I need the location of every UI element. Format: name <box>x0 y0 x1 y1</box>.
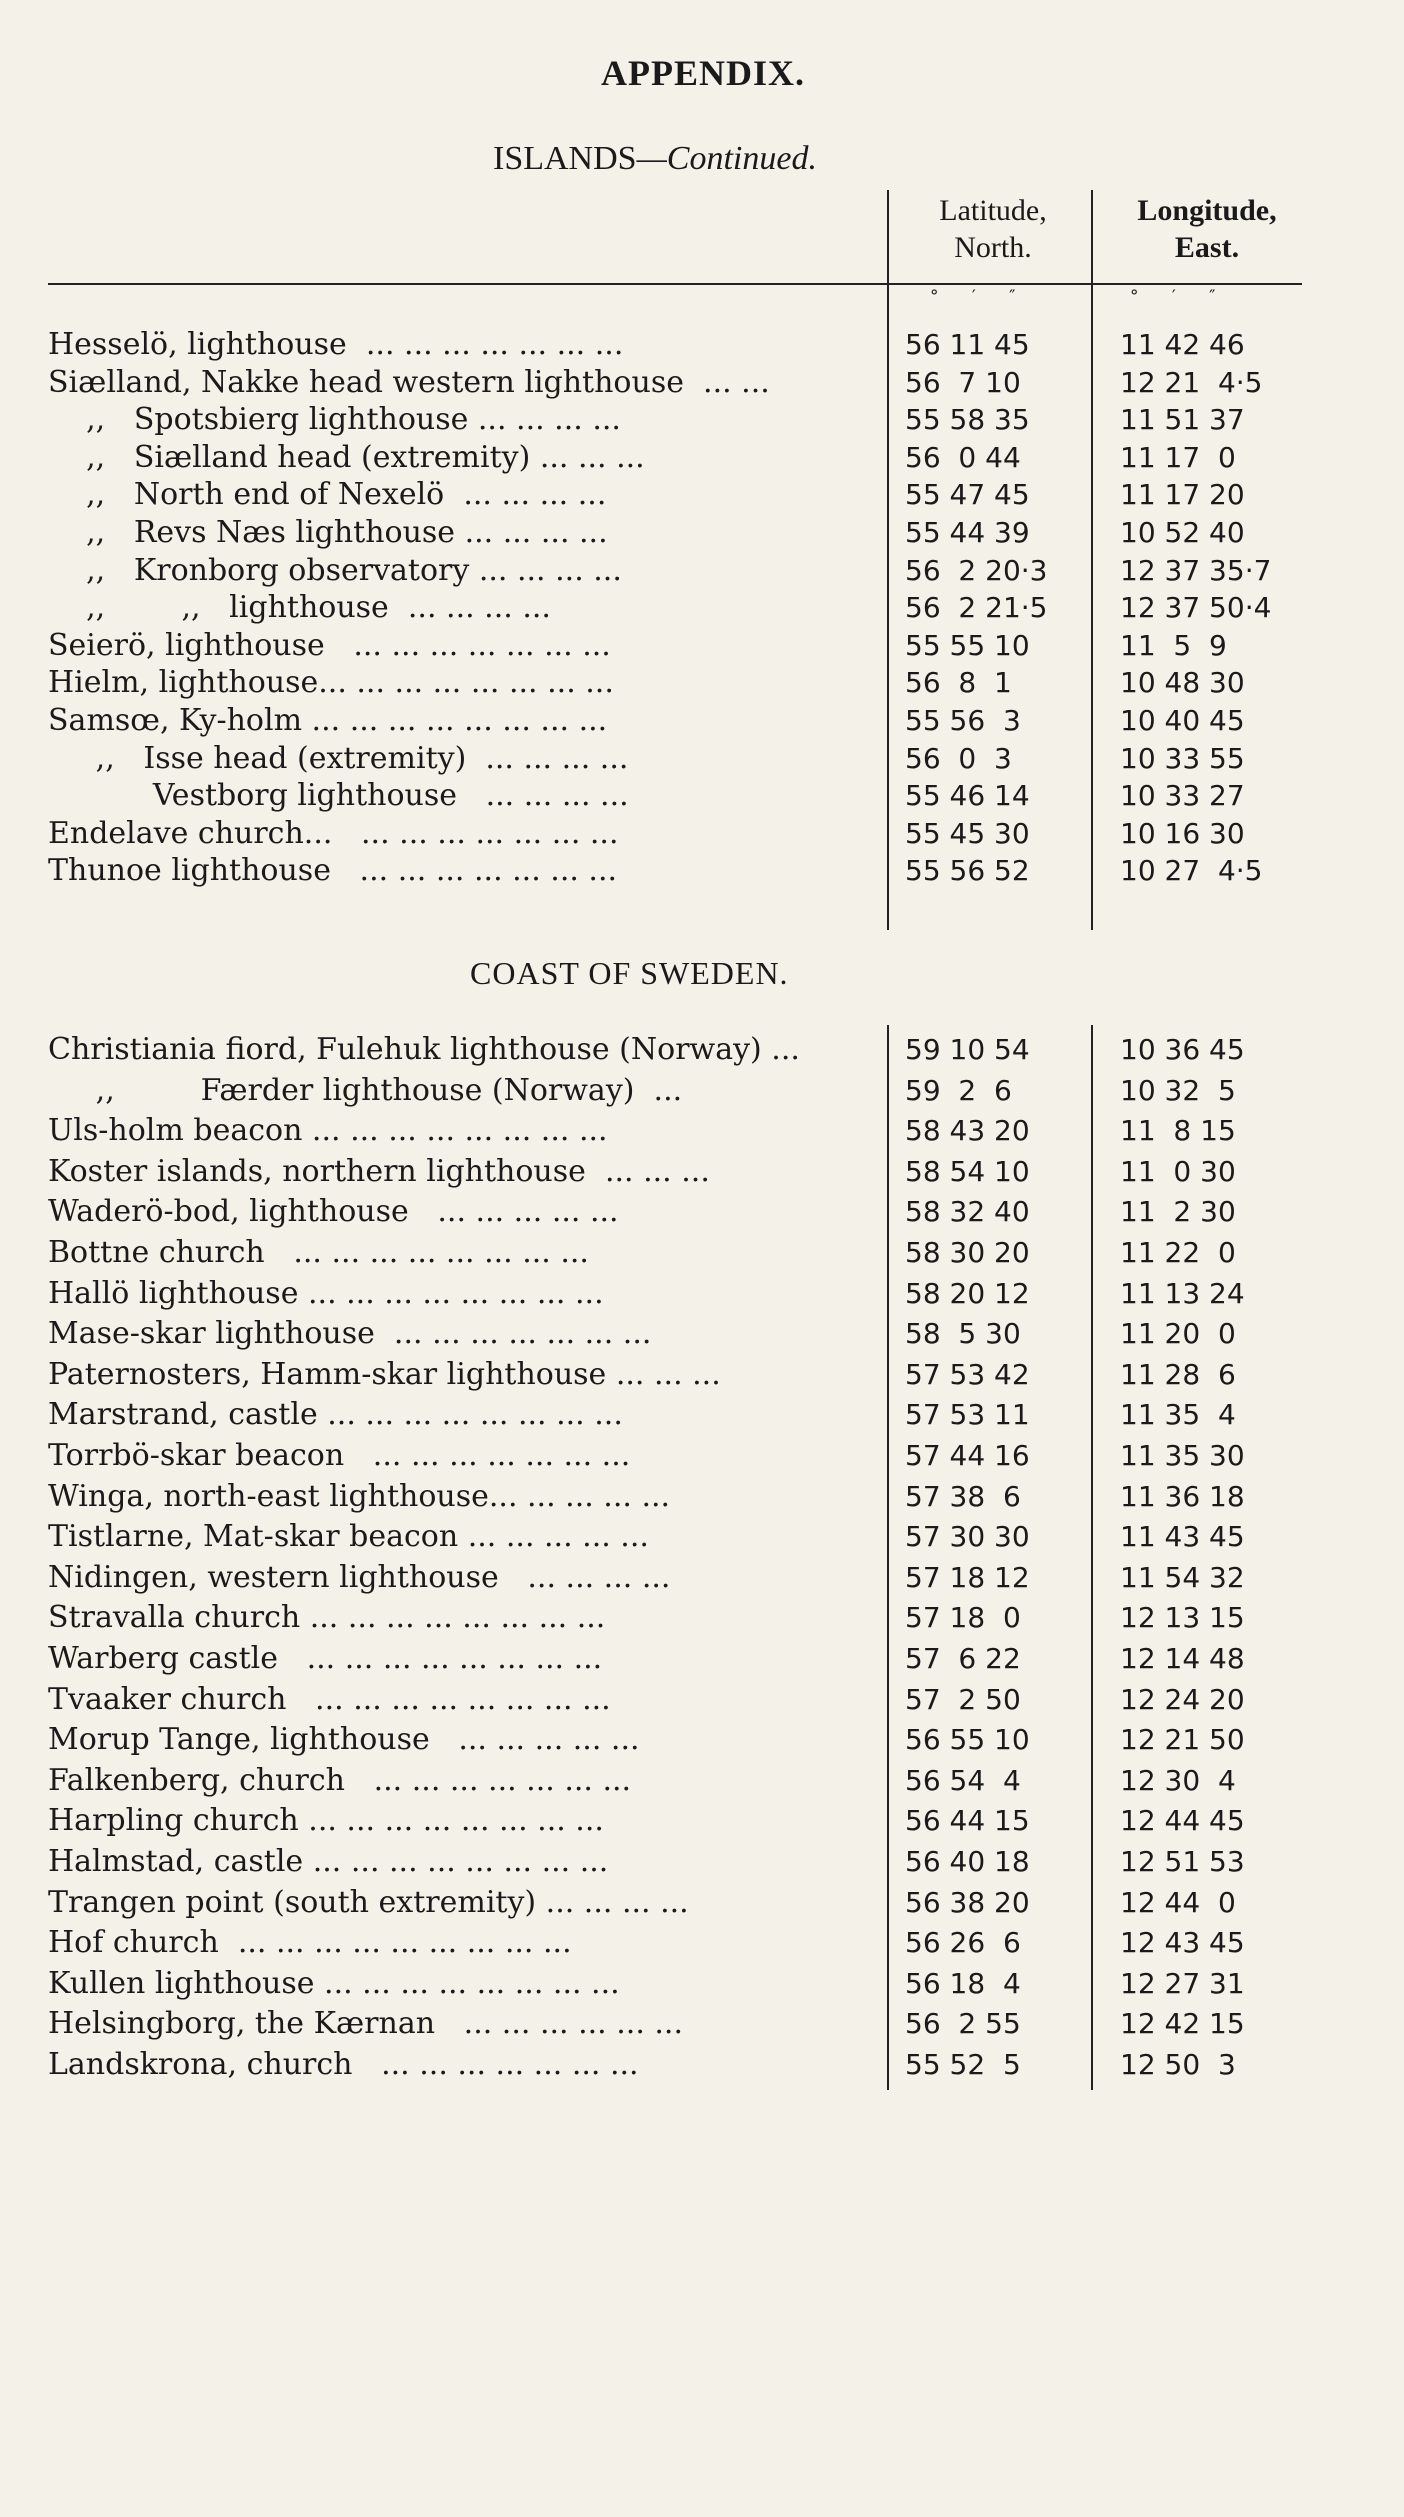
table-row <box>0 1923 1404 1963</box>
longitude-value: 12 44 0 <box>1120 1885 1236 1919</box>
longitude-value: 11 13 24 <box>1120 1276 1245 1310</box>
table-row <box>0 776 1404 816</box>
longitude-value: 12 50 3 <box>1120 2048 1236 2081</box>
latitude-value: 55 45 30 <box>905 816 1030 850</box>
table-row <box>0 1477 1404 1517</box>
longitude-value: 11 8 15 <box>1120 1114 1236 1148</box>
table-row <box>0 588 1404 628</box>
header-rule-lat <box>888 283 1092 285</box>
place-name: Uls-holm beacon ... ... ... ... ... ... ... ... <box>48 1113 608 1149</box>
place-name: Waderö-bod, lighthouse ... ... ... ... ... <box>48 1194 619 1230</box>
latitude-value: 57 6 22 <box>905 1642 1021 1675</box>
latitude-value: 55 46 14 <box>905 779 1030 813</box>
table-row <box>0 1842 1404 1882</box>
place-name: Stravalla church ... ... ... ... ... ... ... ... <box>48 1600 606 1636</box>
latitude-value: 56 55 10 <box>905 1723 1030 1757</box>
longitude-value: 12 21 4·5 <box>1120 365 1263 399</box>
latitude-value: 56 40 18 <box>905 1845 1030 1878</box>
latitude-value: 55 55 10 <box>905 628 1030 662</box>
longitude-value: 10 52 40 <box>1120 516 1245 549</box>
table-row <box>0 438 1404 478</box>
latitude-value: 56 38 20 <box>905 1885 1030 1919</box>
longitude-value: 11 36 18 <box>1120 1479 1245 1513</box>
longitude-value: 11 54 32 <box>1120 1560 1245 1594</box>
latitude-value: 59 2 6 <box>905 1073 1012 1107</box>
table-row <box>0 1274 1404 1314</box>
table-row <box>0 1720 1404 1760</box>
page-heading: APPENDIX. <box>601 53 805 93</box>
latitude-value: 57 53 11 <box>905 1398 1030 1432</box>
lat-units: ° ′ ″ <box>930 287 1030 307</box>
table-row <box>0 1395 1404 1435</box>
place-name: Nidingen, western lighthouse ... ... ... ... <box>48 1559 671 1595</box>
table-row <box>0 1680 1404 1720</box>
longitude-value: 12 14 48 <box>1120 1642 1245 1675</box>
latitude-value: 56 2 55 <box>905 2007 1021 2041</box>
longitude-value: 11 43 45 <box>1120 1520 1245 1554</box>
table-row <box>0 1152 1404 1192</box>
longitude-value: 11 22 0 <box>1120 1236 1236 1269</box>
latitude-value: 57 38 6 <box>905 1479 1021 1513</box>
place-name: Vestborg lighthouse ... ... ... ... <box>48 778 629 814</box>
longitude-value: 11 35 30 <box>1120 1439 1245 1472</box>
latitude-header-line1: Latitude, <box>939 194 1047 227</box>
latitude-value: 58 20 12 <box>905 1276 1030 1310</box>
header-rule-left <box>48 283 888 285</box>
latitude-value: 57 53 42 <box>905 1357 1030 1391</box>
latitude-value: 55 56 52 <box>905 854 1030 888</box>
table-row <box>0 363 1404 403</box>
place-name: Christiania fiord, Fulehuk lighthouse (Norway) ... <box>48 1032 800 1067</box>
longitude-value: 11 42 46 <box>1120 328 1245 361</box>
latitude-value: 56 2 21·5 <box>905 591 1048 625</box>
lon-units: ° ′ ″ <box>1130 287 1230 307</box>
place-name: Kullen lighthouse ... ... ... ... ... ... ... ... <box>48 1965 620 2001</box>
table-row <box>0 2004 1404 2044</box>
longitude-header <box>1092 192 1322 266</box>
table-row <box>0 814 1404 854</box>
longitude-value: 11 17 0 <box>1120 440 1236 474</box>
longitude-value: 10 32 5 <box>1120 1073 1236 1107</box>
place-name: Siælland, Nakke head western lighthouse ... ... <box>48 364 770 400</box>
place-name: Hof church ... ... ... ... ... ... ... ... ... <box>48 1925 572 1961</box>
latitude-value: 57 2 50 <box>905 1682 1021 1716</box>
longitude-value: 10 40 45 <box>1120 704 1245 737</box>
longitude-value: 11 28 6 <box>1120 1357 1236 1391</box>
table-row <box>0 1598 1404 1638</box>
table-row <box>0 851 1404 891</box>
longitude-value: 11 51 37 <box>1120 403 1245 437</box>
longitude-value: 11 20 0 <box>1120 1317 1236 1351</box>
longitude-value: 10 27 4·5 <box>1120 854 1263 888</box>
longitude-value: 12 44 45 <box>1120 1804 1245 1838</box>
sweden-section-title: COAST OF SWEDEN. <box>470 955 789 991</box>
latitude-value: 55 44 39 <box>905 516 1030 549</box>
longitude-value: 10 33 55 <box>1120 741 1245 775</box>
table-row <box>0 2045 1404 2085</box>
longitude-value: 10 48 30 <box>1120 666 1245 700</box>
table-row <box>0 551 1404 591</box>
place-name: Torrbö-skar beacon ... ... ... ... ... ... ... <box>48 1438 631 1473</box>
longitude-value: 12 43 45 <box>1120 1926 1245 1960</box>
longitude-value: 12 37 35·7 <box>1120 553 1272 587</box>
section-title-text: ISLANDS <box>493 140 637 177</box>
latitude-value: 58 54 10 <box>905 1154 1030 1188</box>
table-row <box>0 1314 1404 1354</box>
longitude-value: 12 37 50·4 <box>1120 591 1272 625</box>
latitude-value: 58 32 40 <box>905 1195 1030 1229</box>
latitude-value: 56 2 20·3 <box>905 553 1048 587</box>
longitude-value: 10 36 45 <box>1120 1033 1245 1066</box>
place-name: Samsœ, Ky-holm ... ... ... ... ... ... ... ... <box>48 703 608 738</box>
place-name: Harpling church ... ... ... ... ... ... ... ... <box>48 1803 604 1839</box>
latitude-value: 57 18 12 <box>905 1560 1030 1594</box>
longitude-value: 12 30 4 <box>1120 1763 1236 1797</box>
place-name: ,, Revs Næs lighthouse ... ... ... ... <box>48 515 608 550</box>
latitude-value: 58 43 20 <box>905 1114 1030 1148</box>
latitude-value: 59 10 54 <box>905 1033 1030 1066</box>
table-row <box>0 1883 1404 1923</box>
latitude-value: 56 0 44 <box>905 440 1021 474</box>
place-name: Hesselö, lighthouse ... ... ... ... ... ... ... <box>48 327 624 362</box>
place-name: ,, ,, lighthouse ... ... ... ... <box>48 590 551 626</box>
place-name: Hallö lighthouse ... ... ... ... ... ... ... ... <box>48 1275 604 1311</box>
place-name: Bottne church ... ... ... ... ... ... ... ... <box>48 1235 589 1270</box>
place-name: Morup Tange, lighthouse ... ... ... ... ... <box>48 1722 640 1758</box>
place-name: Marstrand, castle ... ... ... ... ... ... ... ... <box>48 1397 623 1433</box>
table-row <box>0 626 1404 666</box>
place-name: Tvaaker church ... ... ... ... ... ... ... ... <box>48 1681 611 1717</box>
table-row <box>0 1071 1404 1111</box>
table-row <box>0 663 1404 703</box>
latitude-value: 56 54 4 <box>905 1763 1021 1797</box>
latitude-value: 56 0 3 <box>905 741 1012 775</box>
longitude-value: 12 21 50 <box>1120 1723 1245 1757</box>
place-name: Paternosters, Hamm-skar lighthouse ... ... ... <box>48 1356 721 1392</box>
table-row <box>0 513 1404 553</box>
table-row <box>0 1639 1404 1679</box>
latitude-value: 57 44 16 <box>905 1439 1030 1472</box>
latitude-value: 55 52 5 <box>905 2048 1021 2081</box>
longitude-value: 12 13 15 <box>1120 1601 1245 1635</box>
place-name: ,, Spotsbierg lighthouse ... ... ... ... <box>48 402 621 438</box>
latitude-value: 55 58 35 <box>905 403 1030 437</box>
table-row <box>0 739 1404 779</box>
place-name: Koster islands, northern lighthouse ... ... ... <box>48 1153 710 1189</box>
place-name: Trangen point (south extremity) ... ... ... ... <box>48 1884 689 1920</box>
latitude-value: 57 30 30 <box>905 1520 1030 1554</box>
place-name: Thunoe lighthouse ... ... ... ... ... ... ... <box>48 853 618 889</box>
place-name: Landskrona, church ... ... ... ... ... ... ... <box>48 2047 639 2082</box>
longitude-value: 11 5 9 <box>1120 628 1227 662</box>
place-name: Halmstad, castle ... ... ... ... ... ... ... ... <box>48 1844 609 1879</box>
place-name: Mase-skar lighthouse ... ... ... ... ... ... ... <box>48 1316 652 1352</box>
place-name: Helsingborg, the Kærnan ... ... ... ... ... ... <box>48 2006 683 2042</box>
table-row <box>0 1517 1404 1557</box>
table-row <box>0 325 1404 365</box>
latitude-value: 56 18 4 <box>905 1966 1021 2000</box>
longitude-value: 12 27 31 <box>1120 1966 1245 2000</box>
longitude-value: 10 16 30 <box>1120 816 1245 850</box>
longitude-value: 12 42 15 <box>1120 2007 1245 2041</box>
longitude-value: 11 35 4 <box>1120 1398 1236 1432</box>
latitude-header <box>888 192 1098 266</box>
latitude-value: 57 18 0 <box>905 1601 1021 1635</box>
place-name: ,, Siælland head (extremity) ... ... ... <box>48 439 645 475</box>
latitude-value: 56 26 6 <box>905 1926 1021 1960</box>
table-row <box>0 1233 1404 1273</box>
longitude-value: 10 33 27 <box>1120 779 1245 813</box>
table-row <box>0 1558 1404 1598</box>
section-title <box>493 140 893 178</box>
table-row <box>0 701 1404 741</box>
latitude-value: 58 30 20 <box>905 1236 1030 1269</box>
place-name: Hielm, lighthouse... ... ... ... ... ... ... ... <box>48 665 614 701</box>
latitude-header-line2: North. <box>954 231 1032 264</box>
place-name: Winga, north-east lighthouse... ... ... ... ... <box>48 1478 671 1514</box>
table-row <box>0 475 1404 515</box>
latitude-value: 56 7 10 <box>905 365 1021 399</box>
table-row <box>0 1436 1404 1476</box>
place-name: Falkenberg, church ... ... ... ... ... ... ... <box>48 1762 632 1798</box>
latitude-value: 55 47 45 <box>905 478 1030 512</box>
table-row <box>0 1192 1404 1232</box>
place-name: ,, Isse head (extremity) ... ... ... ... <box>48 740 629 776</box>
table-row <box>0 1761 1404 1801</box>
place-name: Seierö, lighthouse ... ... ... ... ... ... ... <box>48 627 611 663</box>
section-continued: —Continued. <box>636 140 817 177</box>
longitude-value: 11 2 30 <box>1120 1195 1236 1229</box>
latitude-value: 55 56 3 <box>905 704 1021 737</box>
latitude-value: 56 11 45 <box>905 328 1030 361</box>
table-row <box>0 1111 1404 1151</box>
longitude-value: 11 0 30 <box>1120 1154 1236 1188</box>
place-name: Endelave church... ... ... ... ... ... ... ... <box>48 815 619 851</box>
place-name: Tistlarne, Mat-skar beacon ... ... ... ... ... <box>48 1519 649 1555</box>
latitude-value: 58 5 30 <box>905 1317 1021 1351</box>
latitude-value: 56 44 15 <box>905 1804 1030 1838</box>
longitude-header-line1: Longitude, <box>1137 194 1277 227</box>
longitude-header-line2: East. <box>1174 231 1240 264</box>
table-row <box>0 400 1404 440</box>
table-row <box>0 1030 1404 1070</box>
longitude-value: 11 17 20 <box>1120 478 1245 512</box>
longitude-value: 12 24 20 <box>1120 1682 1245 1716</box>
table-row <box>0 1964 1404 2004</box>
header-rule-lon <box>1092 283 1302 285</box>
place-name: Warberg castle ... ... ... ... ... ... ... ... <box>48 1641 603 1676</box>
place-name: ,, Kronborg observatory ... ... ... ... <box>48 552 622 588</box>
longitude-value: 12 51 53 <box>1120 1845 1245 1878</box>
table-row <box>0 1801 1404 1841</box>
table-row <box>0 1355 1404 1395</box>
place-name: ,, Færder lighthouse (Norway) ... <box>48 1072 683 1108</box>
place-name: ,, North end of Nexelö ... ... ... ... <box>48 477 607 513</box>
latitude-value: 56 8 1 <box>905 666 1012 700</box>
